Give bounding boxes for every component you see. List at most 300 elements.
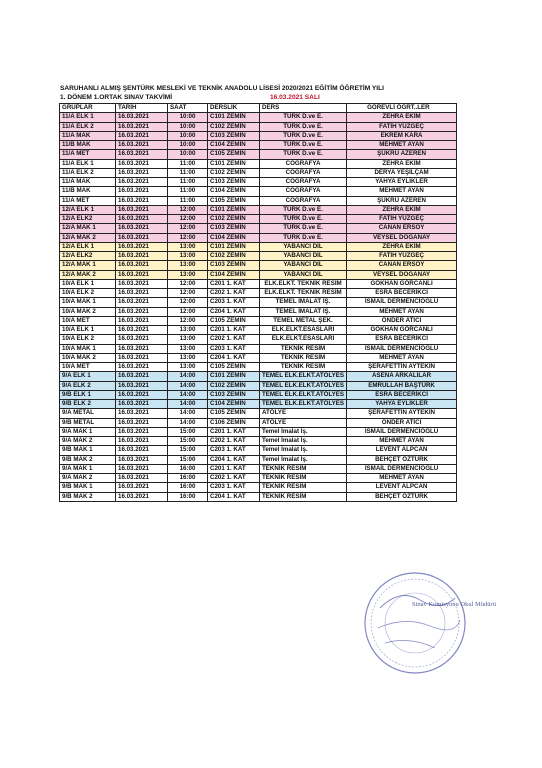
- cell-course: TÜRK D.ve E.: [260, 141, 347, 150]
- table-row: [60, 335, 457, 344]
- cell-teacher: İSMAİL DERMENCİOĞLU: [347, 464, 457, 473]
- cell-room: C103 ZEMİN: [208, 224, 260, 233]
- cell-date: 16.03.2021: [116, 372, 168, 381]
- cell-teacher: YAHYA EYLİKLER: [347, 178, 457, 187]
- cell-course: ATÖLYE: [260, 418, 347, 427]
- cell-room: C105 ZEMİN: [208, 316, 260, 325]
- cell-time: 13:00: [168, 270, 208, 279]
- cell-course: Temel İmalat İş.: [260, 437, 347, 446]
- cell-course: YABANCI DİL: [260, 270, 347, 279]
- cell-time: 15:00: [168, 437, 208, 446]
- cell-teacher: MEHMET AYAN: [347, 474, 457, 483]
- cell-group: 9/B METAL: [60, 418, 116, 427]
- cell-course: TEKNİK RESİM: [260, 483, 347, 492]
- cell-course: TEKNİK RESİM: [260, 474, 347, 483]
- cell-group: 11/A MET: [60, 150, 116, 159]
- cell-teacher: EMRULLAH BAŞTÜRK: [347, 381, 457, 390]
- table-row: [60, 270, 457, 279]
- cell-teacher: İSMAİL DERMENCİOĞLU: [347, 298, 457, 307]
- exam-calendar-label: 1. DÖNEM 1.ORTAK SINAV TAKVİMİ: [60, 94, 173, 101]
- table-row: [60, 464, 457, 473]
- school-seal-stamp: [360, 568, 496, 678]
- cell-course: TEKNİK RESİM: [260, 353, 347, 362]
- cell-time: 13:00: [168, 261, 208, 270]
- cell-room: C102 ZEMİN: [208, 122, 260, 131]
- cell-group: 9/A MAK 1: [60, 464, 116, 473]
- table-row: [60, 215, 457, 224]
- exam-schedule-table: [59, 103, 457, 502]
- cell-room: C102 ZEMİN: [208, 215, 260, 224]
- table-row: [60, 252, 457, 261]
- cell-room: C102 ZEMİN: [208, 252, 260, 261]
- cell-course: TEMEL ELK.ELKT.ATÖLYES: [260, 390, 347, 399]
- table-row: [60, 455, 457, 464]
- cell-course: ELK.ELKT.ESASLARI: [260, 335, 347, 344]
- cell-group: 9/B MAK 2: [60, 492, 116, 501]
- cell-teacher: ŞÜKRÜ AZEREN: [347, 150, 457, 159]
- table-row: [60, 261, 457, 270]
- exam-date: 16.03.2021 SALI: [269, 94, 320, 101]
- cell-group: 9/A MAK 1: [60, 427, 116, 436]
- cell-teacher: ESRA BECERİKCİ: [347, 289, 457, 298]
- cell-course: TÜRK D.ve E.: [260, 150, 347, 159]
- cell-course: TÜRK D.ve E.: [260, 215, 347, 224]
- cell-room: C202 1. KAT: [208, 437, 260, 446]
- cell-course: TEMEL METAL ŞEK.: [260, 316, 347, 325]
- table-row: [60, 437, 457, 446]
- table-row: [60, 344, 457, 353]
- cell-course: TEMEL ELK.ELKT.ATÖLYES: [260, 400, 347, 409]
- cell-room: C101 ZEMİN: [208, 113, 260, 122]
- table-row: [60, 446, 457, 455]
- table-row: [60, 168, 457, 177]
- header-derslik: DERSLİK: [208, 104, 260, 113]
- cell-room: C201 1. KAT: [208, 427, 260, 436]
- cell-room: C203 1. KAT: [208, 298, 260, 307]
- cell-group: 12/A ELK2: [60, 215, 116, 224]
- cell-room: C204 1. KAT: [208, 353, 260, 362]
- table-row: [60, 381, 457, 390]
- cell-time: 16:00: [168, 464, 208, 473]
- cell-group: 9/A MAK 2: [60, 437, 116, 446]
- cell-date: 16.03.2021: [116, 233, 168, 242]
- cell-group: 9/B ELK 1: [60, 390, 116, 399]
- cell-date: 16.03.2021: [116, 215, 168, 224]
- table-row: [60, 224, 457, 233]
- table-row: [60, 242, 457, 251]
- cell-date: 16.03.2021: [116, 289, 168, 298]
- cell-date: 16.03.2021: [116, 316, 168, 325]
- table-row: [60, 390, 457, 399]
- cell-group: 12/A MAK 2: [60, 233, 116, 242]
- cell-group: 9/A METAL: [60, 409, 116, 418]
- table-row: [60, 150, 457, 159]
- cell-date: 16.03.2021: [116, 381, 168, 390]
- header-gruplar: GRUPLAR: [60, 104, 116, 113]
- cell-date: 16.03.2021: [116, 483, 168, 492]
- cell-date: 16.03.2021: [116, 492, 168, 501]
- cell-time: 10:00: [168, 150, 208, 159]
- cell-course: TÜRK D.ve E.: [260, 205, 347, 214]
- cell-teacher: ÖNDER ATICI: [347, 418, 457, 427]
- cell-time: 12:00: [168, 307, 208, 316]
- cell-group: 12/A ELK 1: [60, 242, 116, 251]
- cell-date: 16.03.2021: [116, 242, 168, 251]
- cell-course: COĞRAFYA: [260, 159, 347, 168]
- table-row: [60, 474, 457, 483]
- cell-teacher: GÖKHAN GÖRCANLI: [347, 279, 457, 288]
- cell-date: 16.03.2021: [116, 131, 168, 140]
- cell-group: 11/B MAK: [60, 187, 116, 196]
- cell-group: 9/B ELK 2: [60, 400, 116, 409]
- cell-teacher: İSMAİL DERMENCİOĞLU: [347, 344, 457, 353]
- cell-teacher: FATİH YÜZGEÇ: [347, 215, 457, 224]
- cell-teacher: ŞERAFETTİN AYTEKİN: [347, 409, 457, 418]
- table-row: [60, 409, 457, 418]
- cell-time: 16:00: [168, 492, 208, 501]
- cell-room: C202 1. KAT: [208, 335, 260, 344]
- table-row: [60, 298, 457, 307]
- table-header-row: [60, 104, 457, 113]
- cell-time: 12:00: [168, 215, 208, 224]
- cell-date: 16.03.2021: [116, 168, 168, 177]
- cell-date: 16.03.2021: [116, 224, 168, 233]
- cell-room: C202 1. KAT: [208, 289, 260, 298]
- cell-room: C103 ZEMİN: [208, 390, 260, 399]
- cell-course: TEKNİK RESİM: [260, 492, 347, 501]
- cell-room: C104 ZEMİN: [208, 233, 260, 242]
- cell-teacher: ZEHRA EKİM: [347, 205, 457, 214]
- table-row: [60, 326, 457, 335]
- cell-room: C201 1. KAT: [208, 279, 260, 288]
- cell-teacher: ZEHRA EKİM: [347, 242, 457, 251]
- cell-room: C102 ZEMİN: [208, 381, 260, 390]
- cell-teacher: DERYA YEŞİLÇAM: [347, 168, 457, 177]
- cell-time: 14:00: [168, 418, 208, 427]
- cell-time: 15:00: [168, 446, 208, 455]
- cell-date: 16.03.2021: [116, 307, 168, 316]
- table-row: [60, 233, 457, 242]
- cell-course: TEMEL ELK.ELKT.ATÖLYES: [260, 372, 347, 381]
- cell-time: 12:00: [168, 224, 208, 233]
- cell-group: 9/B MAK 2: [60, 455, 116, 464]
- cell-teacher: ZEHRA EKİM: [347, 113, 457, 122]
- cell-room: C105 ZEMİN: [208, 196, 260, 205]
- cell-time: 11:00: [168, 178, 208, 187]
- cell-course: COĞRAFYA: [260, 187, 347, 196]
- cell-course: COĞRAFYA: [260, 178, 347, 187]
- cell-course: YABANCI DİL: [260, 252, 347, 261]
- cell-teacher: MEHMET AYAN: [347, 353, 457, 362]
- cell-room: C101 ZEMİN: [208, 205, 260, 214]
- cell-date: 16.03.2021: [116, 427, 168, 436]
- cell-time: 12:00: [168, 233, 208, 242]
- cell-date: 16.03.2021: [116, 326, 168, 335]
- cell-group: 11/A ELK 2: [60, 168, 116, 177]
- cell-time: 14:00: [168, 409, 208, 418]
- cell-group: 11/A ELK 1: [60, 113, 116, 122]
- table-row: [60, 492, 457, 501]
- cell-teacher: ESRA BECERİKCİ: [347, 335, 457, 344]
- cell-group: 9/B MAK 1: [60, 446, 116, 455]
- cell-time: 13:00: [168, 363, 208, 372]
- cell-date: 16.03.2021: [116, 141, 168, 150]
- document-subtitle: [60, 94, 320, 101]
- cell-date: 16.03.2021: [116, 113, 168, 122]
- cell-date: 16.03.2021: [116, 335, 168, 344]
- cell-teacher: ŞÜKRÜ AZEREN: [347, 196, 457, 205]
- cell-room: C204 1. KAT: [208, 455, 260, 464]
- cell-teacher: CANAN ERSOY: [347, 261, 457, 270]
- cell-room: C201 1. KAT: [208, 326, 260, 335]
- cell-room: C103 ZEMİN: [208, 131, 260, 140]
- cell-teacher: BEHÇET ÖZTÜRK: [347, 492, 457, 501]
- cell-teacher: MEHMET AYAN: [347, 307, 457, 316]
- table-row: [60, 400, 457, 409]
- cell-group: 10/A MAK 2: [60, 353, 116, 362]
- cell-time: 12:00: [168, 205, 208, 214]
- cell-group: 10/A MET: [60, 316, 116, 325]
- cell-room: C204 1. KAT: [208, 307, 260, 316]
- cell-course: ELK.ELKT. TEKNİK RESİM: [260, 289, 347, 298]
- cell-room: C103 ZEMİN: [208, 261, 260, 270]
- cell-time: 13:00: [168, 242, 208, 251]
- cell-time: 15:00: [168, 455, 208, 464]
- cell-time: 13:00: [168, 353, 208, 362]
- cell-time: 12:00: [168, 316, 208, 325]
- cell-teacher: ÖNDER ATICI: [347, 316, 457, 325]
- cell-date: 16.03.2021: [116, 196, 168, 205]
- cell-group: 11/B MAK: [60, 141, 116, 150]
- cell-time: 11:00: [168, 159, 208, 168]
- cell-room: C104 ZEMİN: [208, 141, 260, 150]
- cell-course: ELK.ELKT. TEKNİK RESİM: [260, 279, 347, 288]
- document-title: SARUHANLI ALMIŞ ŞENTÜRK MESLEKİ VE TEKNİK ANADOLU LİSESİ 2020/2021 EĞİTİM ÖĞRETİM YILI: [60, 85, 384, 92]
- cell-date: 16.03.2021: [116, 390, 168, 399]
- cell-room: C104 ZEMİN: [208, 270, 260, 279]
- cell-date: 16.03.2021: [116, 187, 168, 196]
- cell-date: 16.03.2021: [116, 279, 168, 288]
- table-row: [60, 141, 457, 150]
- cell-course: TÜRK D.ve E.: [260, 224, 347, 233]
- table-row: [60, 483, 457, 492]
- table-row: [60, 353, 457, 362]
- table-row: [60, 307, 457, 316]
- cell-course: ELK.ELKT.ESASLARI: [260, 326, 347, 335]
- cell-teacher: İSMAİL DERMENCİOĞLU: [347, 427, 457, 436]
- cell-teacher: MEHMET AYAN: [347, 141, 457, 150]
- table-row: [60, 122, 457, 131]
- table-row: [60, 427, 457, 436]
- cell-group: 11/A ELK 2: [60, 122, 116, 131]
- cell-date: 16.03.2021: [116, 363, 168, 372]
- cell-group: 10/A ELK 2: [60, 335, 116, 344]
- cell-date: 16.03.2021: [116, 205, 168, 214]
- table-row: [60, 372, 457, 381]
- cell-course: TÜRK D.ve E.: [260, 113, 347, 122]
- cell-teacher: VEYSEL DOĞANAY: [347, 270, 457, 279]
- cell-teacher: GÖKHAN GÖRCANLI: [347, 326, 457, 335]
- cell-group: 10/A MET: [60, 363, 116, 372]
- cell-room: C204 1. KAT: [208, 492, 260, 501]
- cell-room: C102 ZEMİN: [208, 168, 260, 177]
- cell-course: TEMEL ELK.ELKT.ATÖLYES: [260, 381, 347, 390]
- cell-time: 10:00: [168, 113, 208, 122]
- stamp-text: Sinav Komisyonu Okul Müdürü: [412, 601, 496, 608]
- cell-date: 16.03.2021: [116, 122, 168, 131]
- cell-time: 14:00: [168, 400, 208, 409]
- cell-group: 10/A MAK 1: [60, 298, 116, 307]
- table-row: [60, 159, 457, 168]
- cell-group: 10/A ELK 2: [60, 289, 116, 298]
- cell-teacher: BEHÇET ÖZTÜRK: [347, 455, 457, 464]
- cell-course: YABANCI DİL: [260, 261, 347, 270]
- cell-teacher: MEHMET AYAN: [347, 437, 457, 446]
- cell-time: 14:00: [168, 381, 208, 390]
- cell-course: COĞRAFYA: [260, 196, 347, 205]
- cell-teacher: ŞERAFETTİN AYTEKİN: [347, 363, 457, 372]
- cell-teacher: FATİH YÜZGEÇ: [347, 122, 457, 131]
- cell-teacher: EKREM KARA: [347, 131, 457, 140]
- table-row: [60, 131, 457, 140]
- cell-room: C101 ZEMİN: [208, 242, 260, 251]
- cell-group: 11/A MET: [60, 196, 116, 205]
- cell-date: 16.03.2021: [116, 252, 168, 261]
- cell-time: 10:00: [168, 122, 208, 131]
- cell-time: 10:00: [168, 131, 208, 140]
- cell-course: TEMEL İMALAT İŞ.: [260, 307, 347, 316]
- table-row: [60, 196, 457, 205]
- cell-date: 16.03.2021: [116, 270, 168, 279]
- cell-time: 16:00: [168, 474, 208, 483]
- cell-course: Temel İmalat İş.: [260, 446, 347, 455]
- cell-course: TÜRK D.ve E.: [260, 233, 347, 242]
- cell-time: 15:00: [168, 427, 208, 436]
- cell-time: 16:00: [168, 483, 208, 492]
- cell-date: 16.03.2021: [116, 455, 168, 464]
- cell-room: C101 ZEMİN: [208, 159, 260, 168]
- cell-course: YABANCI DİL: [260, 242, 347, 251]
- cell-teacher: ASENA ARKALILAR: [347, 372, 457, 381]
- cell-teacher: LEVENT ALPCAN: [347, 483, 457, 492]
- cell-group: 11/A ELK 1: [60, 159, 116, 168]
- cell-group: 10/A ELK 1: [60, 326, 116, 335]
- cell-teacher: MEHMET AYAN: [347, 187, 457, 196]
- cell-date: 16.03.2021: [116, 400, 168, 409]
- cell-group: 12/A MAK 2: [60, 270, 116, 279]
- table-row: [60, 187, 457, 196]
- cell-room: C203 1. KAT: [208, 483, 260, 492]
- cell-group: 11/A MAK: [60, 178, 116, 187]
- cell-room: C201 1. KAT: [208, 464, 260, 473]
- cell-room: C103 ZEMİN: [208, 178, 260, 187]
- cell-group: 12/A MAK 1: [60, 224, 116, 233]
- cell-teacher: CANAN ERSOY: [347, 224, 457, 233]
- cell-date: 16.03.2021: [116, 409, 168, 418]
- header-tarih: TARİH: [116, 104, 168, 113]
- table-row: [60, 178, 457, 187]
- cell-date: 16.03.2021: [116, 178, 168, 187]
- cell-group: 9/B MAK 1: [60, 483, 116, 492]
- cell-course: TÜRK D.ve E.: [260, 122, 347, 131]
- cell-time: 14:00: [168, 372, 208, 381]
- cell-group: 12/A ELK2: [60, 252, 116, 261]
- cell-time: 12:00: [168, 298, 208, 307]
- cell-group: 10/A ELK 1: [60, 279, 116, 288]
- cell-room: C104 ZEMİN: [208, 400, 260, 409]
- cell-group: 12/A ELK 1: [60, 205, 116, 214]
- cell-course: Temel İmalat İş.: [260, 455, 347, 464]
- table-row: [60, 289, 457, 298]
- cell-group: 12/A MAK 1: [60, 261, 116, 270]
- cell-room: C105 ZEMİN: [208, 363, 260, 372]
- cell-date: 16.03.2021: [116, 446, 168, 455]
- cell-time: 10:00: [168, 141, 208, 150]
- cell-time: 11:00: [168, 187, 208, 196]
- header-saat: SAAT: [168, 104, 208, 113]
- table-row: [60, 316, 457, 325]
- cell-course: TEKNİK RESİM: [260, 464, 347, 473]
- cell-time: 12:00: [168, 289, 208, 298]
- header-gorevli: GÖREVLİ ÖĞRT..LER: [347, 104, 457, 113]
- cell-room: C106 ZEMİN: [208, 418, 260, 427]
- header-ders: DERS: [260, 104, 347, 113]
- cell-group: 11/A MAK: [60, 131, 116, 140]
- cell-room: C101 ZEMİN: [208, 372, 260, 381]
- cell-date: 16.03.2021: [116, 159, 168, 168]
- cell-room: C105 ZEMİN: [208, 150, 260, 159]
- cell-time: 11:00: [168, 196, 208, 205]
- cell-date: 16.03.2021: [116, 474, 168, 483]
- cell-room: C203 1. KAT: [208, 344, 260, 353]
- cell-teacher: ZEHRA EKİM: [347, 159, 457, 168]
- cell-group: 10/A MAK 2: [60, 307, 116, 316]
- cell-date: 16.03.2021: [116, 261, 168, 270]
- cell-group: 9/A ELK 2: [60, 381, 116, 390]
- cell-time: 13:00: [168, 326, 208, 335]
- cell-course: ATÖLYE: [260, 409, 347, 418]
- cell-course: TEMEL İMALAT İŞ.: [260, 298, 347, 307]
- cell-time: 12:00: [168, 279, 208, 288]
- cell-date: 16.03.2021: [116, 298, 168, 307]
- cell-date: 16.03.2021: [116, 418, 168, 427]
- table-row: [60, 279, 457, 288]
- cell-time: 14:00: [168, 390, 208, 399]
- cell-room: C105 ZEMİN: [208, 409, 260, 418]
- cell-date: 16.03.2021: [116, 344, 168, 353]
- cell-teacher: FATİH YÜZGEÇ: [347, 252, 457, 261]
- table-row: [60, 113, 457, 122]
- cell-course: COĞRAFYA: [260, 168, 347, 177]
- cell-group: 9/A ELK 1: [60, 372, 116, 381]
- cell-course: TEKNİK RESİM: [260, 363, 347, 372]
- cell-course: Temel İmalat İş.: [260, 427, 347, 436]
- table-row: [60, 363, 457, 372]
- cell-group: 9/A MAK 2: [60, 474, 116, 483]
- cell-teacher: ESRA BECERİKCİ: [347, 390, 457, 399]
- cell-room: C104 ZEMİN: [208, 187, 260, 196]
- cell-room: C203 1. KAT: [208, 446, 260, 455]
- cell-date: 16.03.2021: [116, 150, 168, 159]
- cell-time: 11:00: [168, 168, 208, 177]
- cell-course: TEKNİK RESİM: [260, 344, 347, 353]
- schedule-body: [60, 104, 457, 502]
- table-row: [60, 418, 457, 427]
- cell-teacher: LEVENT ALPCAN: [347, 446, 457, 455]
- cell-time: 13:00: [168, 252, 208, 261]
- cell-date: 16.03.2021: [116, 464, 168, 473]
- cell-room: C202 1. KAT: [208, 474, 260, 483]
